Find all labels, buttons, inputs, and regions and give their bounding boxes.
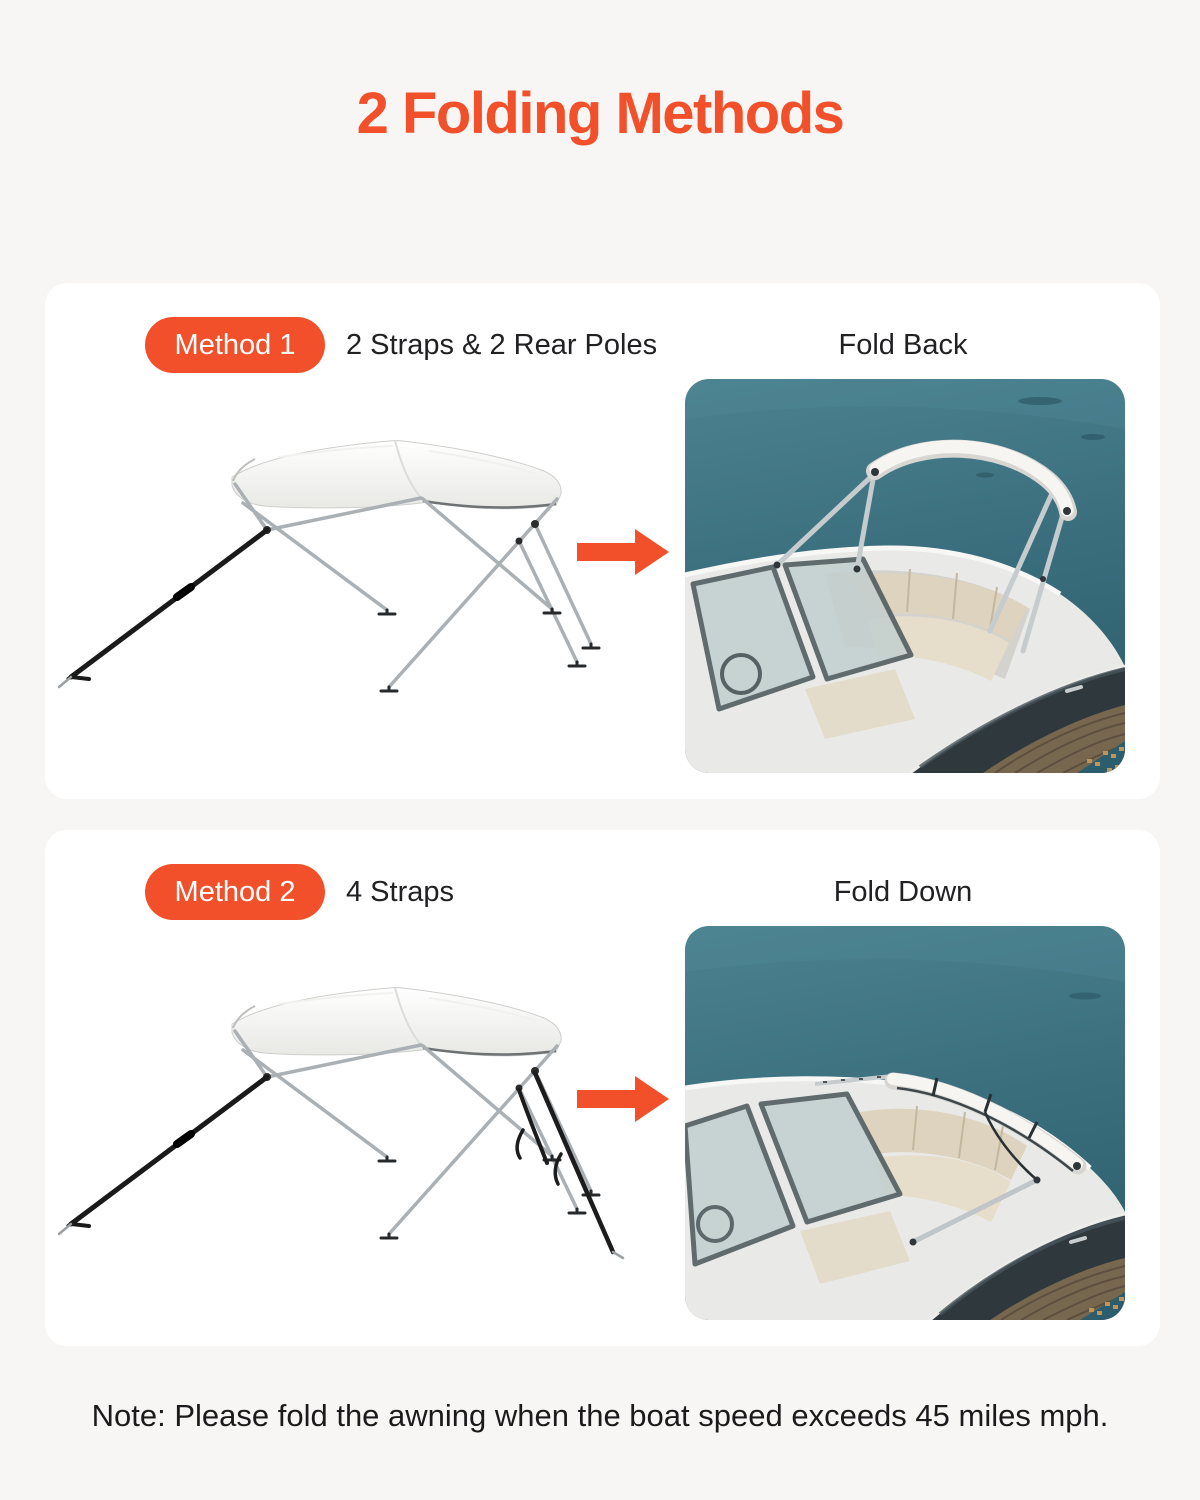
bimini-illustration-4-straps (49, 958, 629, 1278)
photo-boat-fold-back (685, 379, 1125, 773)
frame-poles (235, 1031, 591, 1234)
canopy (232, 988, 561, 1056)
frame-poles (235, 484, 591, 687)
frame-feet (379, 1156, 599, 1238)
method-1-badge-label: Method 1 (174, 328, 296, 361)
water-ripple (1069, 993, 1101, 1000)
photo-boat-fold-down (685, 926, 1125, 1320)
arrow-right-icon (577, 529, 669, 575)
page-title: 2 Folding Methods (356, 81, 844, 146)
front-strap (59, 1077, 267, 1234)
method-1-card (45, 283, 1160, 799)
method-2-badge-label: Method 2 (174, 875, 296, 908)
method-2-result-label: Fold Down (833, 875, 973, 908)
bimini-illustration-2-straps-2-rear-poles (49, 411, 629, 731)
note-text: Note: Please fold the awning when the boat speed exceeds 45 miles mph. (91, 1398, 1109, 1433)
method-1-result-label: Fold Back (838, 328, 968, 361)
method-2-card (45, 830, 1160, 1346)
method-1-badge (145, 317, 325, 373)
arrow-right-icon (577, 1076, 669, 1122)
front-strap (59, 530, 267, 687)
canopy (232, 441, 561, 509)
method-1-description: 2 Straps & 2 Rear Poles (346, 328, 658, 361)
frame-feet (379, 609, 599, 691)
method-2-description: 4 Straps (346, 875, 454, 908)
method-2-badge (145, 864, 325, 920)
